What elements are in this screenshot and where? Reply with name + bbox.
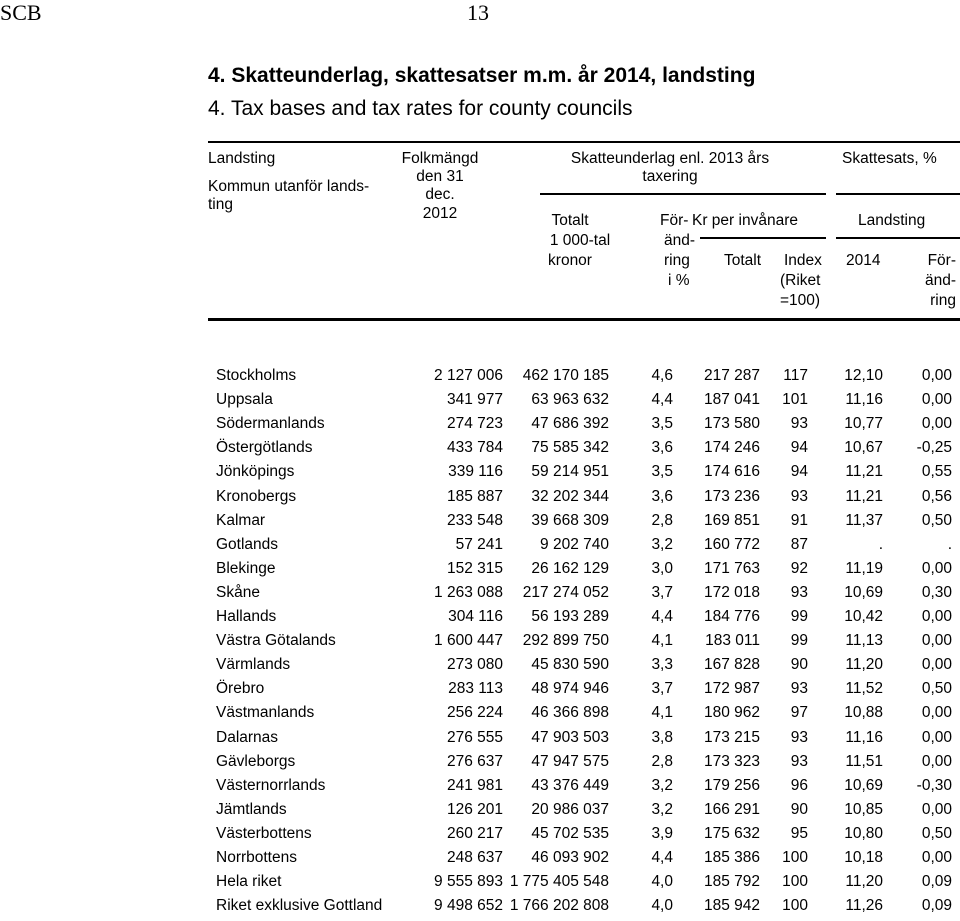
row-taxbase-total: 75 585 342 [531, 439, 609, 457]
col-rate-change-line2: änd- [924, 272, 956, 289]
row-tax-rate-change: 0,00 [921, 656, 952, 674]
row-tax-rate-change: 0,50 [921, 680, 952, 698]
row-population: 274 723 [446, 415, 503, 433]
row-name: Örebro [216, 680, 265, 698]
col-change-line1: För- [660, 212, 689, 229]
row-index: 96 [790, 776, 808, 794]
row-population: 233 548 [446, 511, 503, 529]
taxbase-rule [540, 193, 826, 195]
row-name: Blekinge [216, 559, 276, 577]
row-taxbase-change: 4,4 [651, 608, 673, 625]
row-index: 97 [790, 704, 808, 722]
col-index-line3: =100) [780, 292, 821, 309]
col-taxbase-line1: Skatteunderlag enl. 2013 års [570, 150, 770, 167]
row-tax-rate: 11,26 [845, 897, 883, 915]
row-population: 126 201 [446, 800, 503, 818]
row-tax-rate: 10,69 [844, 583, 883, 601]
row-taxbase-total: 59 214 951 [531, 463, 609, 481]
row-name: Östergötlands [216, 439, 313, 457]
row-tax-rate-change: -0,25 [916, 439, 952, 457]
row-taxbase-total: 9 202 740 [540, 535, 609, 553]
row-index: 100 [782, 897, 808, 915]
row-tax-rate: 11,52 [845, 680, 883, 698]
col-total-line1: Totalt [551, 212, 589, 229]
col-total-line3: kronor [548, 252, 592, 269]
row-taxbase-change: 3,7 [651, 583, 673, 601]
table-row [0, 439, 960, 463]
row-index: 101 [782, 391, 808, 409]
row-taxbase-change: 3,2 [651, 800, 673, 818]
row-name: Västmanlands [216, 704, 315, 722]
table-row [0, 825, 960, 849]
row-index: 93 [790, 728, 808, 746]
row-kr-per-capita: 187 041 [703, 391, 760, 409]
table-row [0, 560, 960, 584]
row-name: Uppsala [216, 391, 273, 409]
row-index: 100 [782, 873, 808, 891]
row-index: 90 [790, 800, 808, 818]
row-tax-rate: 10,69 [844, 776, 883, 794]
col-per-capita: Kr per invånare [692, 212, 798, 229]
row-tax-rate-change: 0,55 [921, 463, 952, 481]
row-taxbase-change: 4,0 [651, 897, 673, 915]
row-kr-per-capita: 173 580 [703, 415, 760, 433]
row-taxbase-change: 2,8 [651, 511, 673, 529]
page-number: 13 [467, 0, 489, 25]
row-taxbase-change: 3,9 [651, 824, 673, 842]
row-taxbase-change: 3,5 [651, 415, 673, 433]
row-kr-per-capita: 172 018 [703, 583, 760, 601]
col-rate-change-line3: ring [930, 292, 956, 309]
row-population: 341 977 [446, 391, 503, 409]
row-tax-rate: 11,21 [845, 487, 883, 505]
row-population: 260 217 [446, 824, 503, 842]
col-taxrate: Skattesats, % [842, 150, 937, 167]
row-tax-rate: 10,42 [844, 608, 883, 625]
row-tax-rate: 11,16 [845, 728, 883, 746]
row-kr-per-capita: 173 215 [703, 728, 760, 746]
row-tax-rate-change: 0,00 [921, 608, 952, 625]
col-index-line1: Index [784, 252, 822, 269]
row-name: Dalarnas [216, 728, 279, 746]
row-kr-per-capita: 174 616 [703, 463, 760, 481]
row-taxbase-change: 3,8 [651, 728, 673, 746]
row-population: 304 116 [448, 608, 503, 625]
row-taxbase-total: 20 986 037 [531, 800, 609, 818]
row-tax-rate: 11,51 [845, 752, 883, 770]
row-name: Jämtlands [216, 800, 287, 818]
row-population: 273 080 [446, 656, 503, 674]
row-taxbase-total: 43 376 449 [531, 776, 609, 794]
row-index: 99 [790, 608, 808, 625]
row-taxbase-change: 3,2 [651, 535, 673, 553]
table-row [0, 488, 960, 512]
row-tax-rate: 11,19 [845, 559, 883, 577]
row-kr-per-capita: 166 291 [703, 800, 760, 818]
col-change-line4: i % [668, 272, 690, 289]
row-tax-rate: 11,37 [845, 511, 883, 529]
row-population: 1 263 088 [434, 583, 503, 601]
row-tax-rate-change: 0,00 [921, 800, 952, 818]
row-name: Skåne [216, 583, 260, 601]
table-row [0, 656, 960, 680]
row-kr-per-capita: 160 772 [703, 535, 760, 553]
row-tax-rate-change: 0,30 [921, 583, 952, 601]
row-taxbase-total: 39 668 309 [531, 511, 609, 529]
row-kr-per-capita: 167 828 [703, 656, 760, 674]
col-landsting: Landsting [208, 150, 276, 167]
row-index: 92 [790, 559, 808, 577]
row-population: 152 315 [446, 559, 503, 577]
taxrate-rule [836, 193, 960, 195]
row-population: 276 555 [446, 728, 503, 746]
row-tax-rate-change: 0,50 [921, 511, 952, 529]
table-row [0, 391, 960, 415]
row-name: Norrbottens [216, 849, 297, 866]
row-kr-per-capita: 171 763 [703, 559, 760, 577]
row-population: 9 555 893 [434, 873, 503, 891]
row-kr-per-capita: 185 792 [703, 873, 760, 891]
row-kr-per-capita: 217 287 [703, 367, 760, 384]
row-name: Västernorrlands [216, 776, 326, 794]
row-taxbase-change: 3,3 [651, 656, 673, 674]
row-population: 339 116 [448, 463, 503, 481]
row-population: 248 637 [446, 849, 503, 866]
row-index: 93 [790, 583, 808, 601]
row-taxbase-total: 462 170 185 [522, 367, 609, 384]
col-pop-line4: 2012 [422, 205, 458, 222]
row-tax-rate-change: -0,30 [916, 776, 952, 794]
row-taxbase-change: 3,0 [651, 559, 673, 577]
table-row [0, 512, 960, 536]
row-taxbase-total: 45 702 535 [531, 824, 609, 842]
row-index: 93 [790, 415, 808, 433]
row-taxbase-total: 63 963 632 [531, 391, 609, 409]
row-taxbase-change: 4,1 [651, 632, 673, 650]
row-population: 2 127 006 [434, 367, 503, 384]
row-taxbase-change: 3,6 [651, 487, 673, 505]
row-taxbase-change: 4,4 [651, 849, 673, 866]
row-tax-rate: 10,85 [844, 800, 883, 818]
table-title-swedish: 4. Skatteunderlag, skattesatser m.m. år 2014, landsting [208, 64, 756, 87]
col-taxrate-sub: Landsting [858, 212, 926, 229]
row-tax-rate: . [878, 535, 883, 553]
row-index: 93 [790, 487, 808, 505]
col-rate-change-line1: För- [927, 252, 956, 269]
table-row [0, 704, 960, 728]
row-index: 94 [790, 439, 808, 457]
row-taxbase-total: 1 775 405 548 [509, 873, 609, 891]
row-kr-per-capita: 173 236 [703, 487, 760, 505]
row-taxbase-change: 3,2 [651, 776, 673, 794]
row-population: 57 241 [455, 535, 503, 553]
row-taxbase-total: 32 202 344 [531, 487, 609, 505]
table-row [0, 753, 960, 777]
row-taxbase-total: 1 766 202 808 [509, 897, 609, 915]
row-tax-rate-change: 0,09 [921, 897, 952, 915]
table-row [0, 801, 960, 825]
col-index-line2: (Riket [780, 272, 821, 289]
row-kr-per-capita: 183 011 [705, 632, 760, 650]
row-tax-rate: 10,67 [844, 439, 883, 457]
row-name: Västra Götalands [216, 632, 336, 650]
col-taxbase-line2: taxering [642, 168, 698, 185]
table-row [0, 897, 960, 921]
row-index: 87 [790, 535, 808, 553]
row-kr-per-capita: 174 246 [703, 439, 760, 457]
col-year: 2014 [846, 252, 881, 269]
col-pop-line2: den 31 [416, 168, 464, 185]
row-name: Gotlands [216, 535, 279, 553]
row-tax-rate-change: 0,09 [921, 873, 952, 891]
row-population: 433 784 [446, 439, 503, 457]
row-taxbase-change: 2,8 [651, 752, 673, 770]
row-tax-rate-change: 0,00 [921, 367, 952, 384]
row-index: 95 [790, 824, 808, 842]
table-row [0, 463, 960, 487]
row-taxbase-total: 46 366 898 [531, 704, 609, 722]
table-row [0, 608, 960, 632]
row-name: Gävleborgs [216, 752, 296, 770]
row-kr-per-capita: 169 851 [703, 511, 760, 529]
row-kr-per-capita: 173 323 [703, 752, 760, 770]
row-tax-rate: 11,20 [845, 873, 883, 891]
col-kommun-line1: Kommun utanför lands- [208, 178, 370, 195]
row-tax-rate-change: 0,00 [921, 632, 952, 650]
row-taxbase-total: 46 093 902 [531, 849, 609, 866]
row-name: Stockholms [216, 367, 297, 384]
row-index: 90 [790, 656, 808, 674]
table-row [0, 777, 960, 801]
row-taxbase-total: 292 899 750 [522, 632, 609, 650]
taxrate-sub-rule [836, 237, 960, 239]
table-row [0, 849, 960, 873]
row-taxbase-total: 47 947 575 [531, 752, 609, 770]
table-title-english: 4. Tax bases and tax rates for county councils [208, 97, 633, 120]
row-taxbase-change: 3,6 [651, 439, 673, 457]
row-tax-rate: 10,80 [844, 824, 883, 842]
row-taxbase-total: 26 162 129 [531, 559, 609, 577]
row-tax-rate-change: 0,00 [921, 415, 952, 433]
row-taxbase-change: 4,1 [651, 704, 673, 722]
row-taxbase-change: 4,0 [651, 873, 673, 891]
row-index: 94 [790, 463, 808, 481]
row-index: 117 [783, 367, 808, 384]
table-row [0, 415, 960, 439]
col-pop-line3: dec. [425, 186, 455, 203]
row-name: Hela riket [216, 873, 282, 891]
row-index: 93 [790, 680, 808, 698]
row-name: Riket exklusive Gottland [216, 897, 383, 915]
row-tax-rate: 10,88 [844, 704, 883, 722]
row-taxbase-total: 217 274 052 [522, 583, 609, 601]
row-name: Värmlands [216, 656, 291, 674]
row-index: 100 [782, 849, 808, 866]
col-change-line3: ring [664, 252, 690, 269]
table-row [0, 584, 960, 608]
row-name: Västerbottens [216, 824, 312, 842]
row-population: 1 600 447 [434, 632, 503, 650]
row-tax-rate: 11,16 [845, 391, 883, 409]
row-taxbase-change: 4,4 [651, 391, 673, 409]
table-row [0, 367, 960, 391]
row-tax-rate-change: 0,56 [921, 487, 952, 505]
per-capita-rule [700, 237, 826, 239]
row-tax-rate-change: 0,00 [921, 391, 952, 409]
row-tax-rate: 11,20 [845, 656, 883, 674]
col-pc-total: Totalt [724, 252, 762, 269]
row-taxbase-change: 4,6 [651, 367, 673, 384]
row-name: Södermanlands [216, 415, 325, 433]
row-taxbase-total: 56 193 289 [531, 608, 609, 625]
row-taxbase-change: 3,7 [651, 680, 673, 698]
row-index: 93 [790, 752, 808, 770]
header-bottom-rule [208, 318, 960, 321]
row-tax-rate-change: 0,00 [921, 728, 952, 746]
row-population: 185 887 [446, 487, 503, 505]
row-kr-per-capita: 172 987 [703, 680, 760, 698]
row-taxbase-total: 47 686 392 [531, 415, 609, 433]
table-row [0, 680, 960, 704]
row-tax-rate-change: 0,00 [921, 559, 952, 577]
row-taxbase-change: 3,5 [651, 463, 673, 481]
col-kommun-line2: ting [208, 196, 233, 213]
row-kr-per-capita: 184 776 [703, 608, 760, 625]
row-kr-per-capita: 175 632 [703, 824, 760, 842]
row-tax-rate: 11,21 [845, 463, 883, 481]
row-population: 276 637 [446, 752, 503, 770]
header-top-rule [208, 141, 960, 143]
row-population: 9 498 652 [434, 897, 503, 915]
row-tax-rate-change: 0,00 [921, 849, 952, 866]
row-taxbase-total: 48 974 946 [531, 680, 609, 698]
row-tax-rate: 11,13 [845, 632, 883, 650]
row-name: Kalmar [216, 511, 266, 529]
row-population: 241 981 [446, 776, 503, 794]
row-tax-rate: 10,18 [844, 849, 883, 866]
col-total-line2: 1 000-tal [549, 232, 611, 249]
row-population: 283 113 [448, 680, 503, 698]
row-name: Kronobergs [216, 487, 297, 505]
row-name: Jönköpings [216, 463, 295, 481]
row-index: 99 [790, 632, 808, 650]
col-change-line2: änd- [664, 232, 696, 249]
row-name: Hallands [216, 608, 277, 625]
row-kr-per-capita: 180 962 [703, 704, 760, 722]
col-pop-line1: Folkmängd [401, 150, 479, 167]
row-population: 256 224 [446, 704, 503, 722]
row-tax-rate-change: 0,50 [921, 824, 952, 842]
row-kr-per-capita: 185 942 [703, 897, 760, 915]
table-row [0, 536, 960, 560]
table-row [0, 632, 960, 656]
table-row [0, 729, 960, 753]
row-tax-rate-change: 0,00 [921, 752, 952, 770]
row-kr-per-capita: 179 256 [703, 776, 760, 794]
row-tax-rate-change: 0,00 [921, 704, 952, 722]
row-taxbase-total: 47 903 503 [531, 728, 609, 746]
row-index: 91 [790, 511, 808, 529]
row-tax-rate-change: . [947, 535, 952, 553]
row-taxbase-total: 45 830 590 [531, 656, 609, 674]
row-kr-per-capita: 185 386 [703, 849, 760, 866]
org-label: SCB [0, 0, 42, 25]
table-row [0, 873, 960, 897]
row-tax-rate: 10,77 [844, 415, 883, 433]
row-tax-rate: 12,10 [844, 367, 883, 384]
